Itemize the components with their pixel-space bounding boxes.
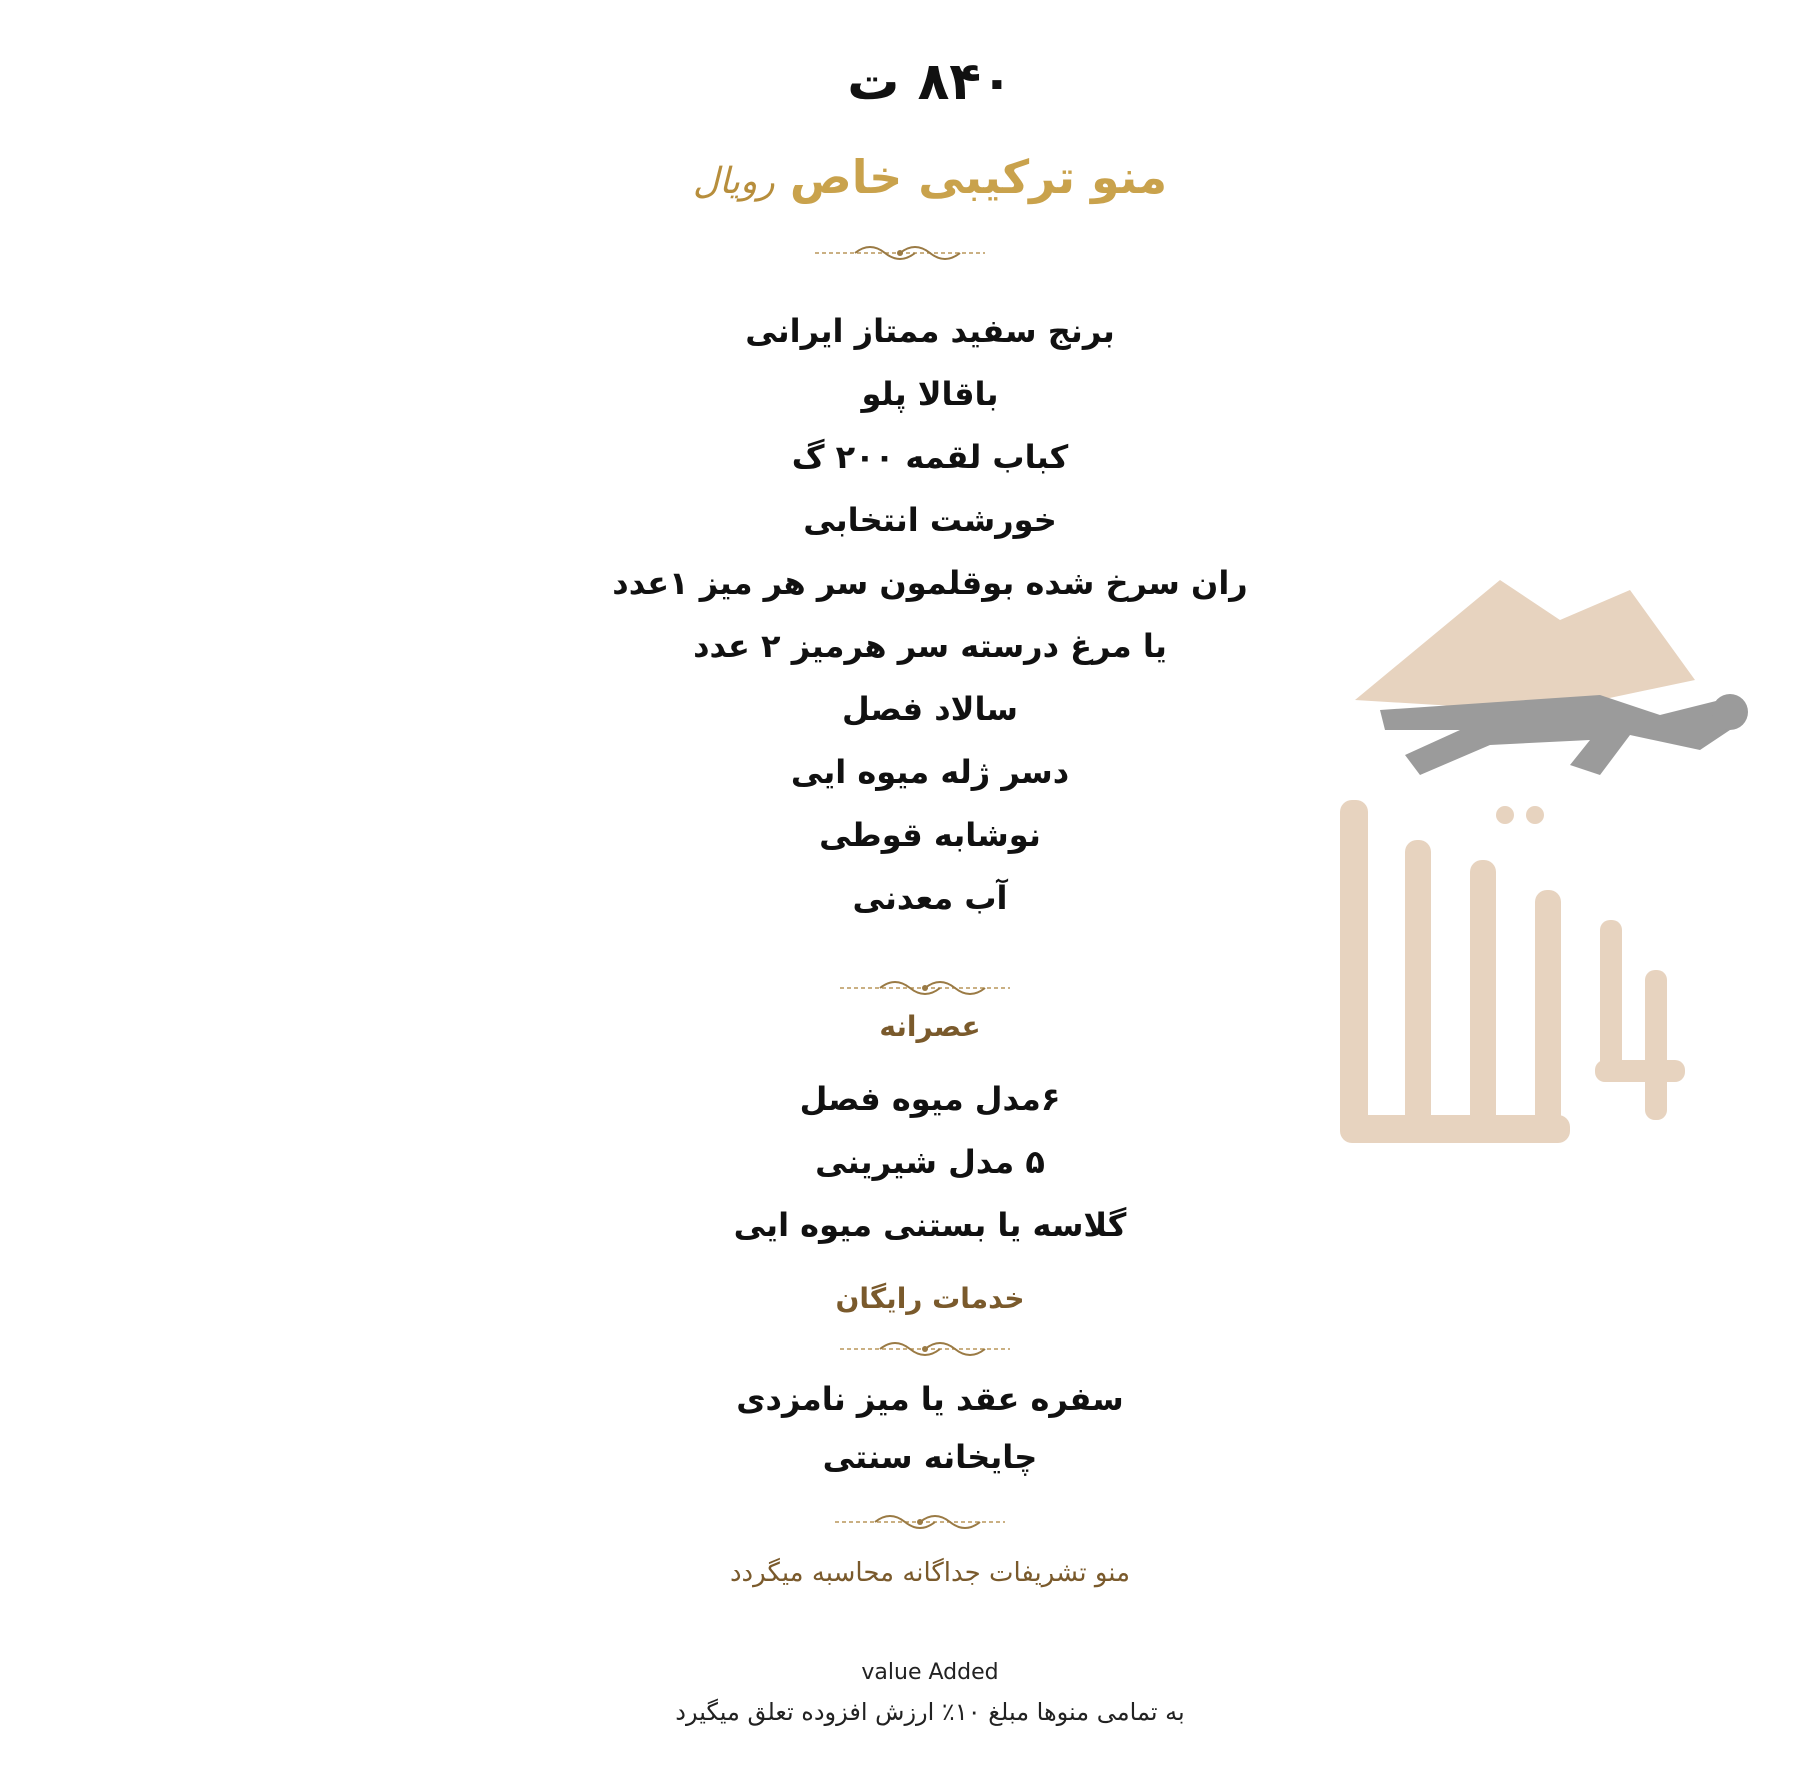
ornament-divider-icon bbox=[0, 238, 1805, 268]
menu-title-suffix: رویال bbox=[692, 161, 775, 202]
menu-item: دسر ژله میوه ایی bbox=[790, 753, 1070, 791]
menu-title-row bbox=[500, 150, 1360, 204]
menu-item: آب معدنی bbox=[852, 879, 1008, 917]
tallar-majlesi-royal-logo-icon bbox=[1300, 560, 1760, 1220]
free-service-item: سفره عقد یا میز نامزدی bbox=[736, 1380, 1124, 1418]
menu-item: سالاد فصل bbox=[842, 690, 1018, 728]
main-items-list bbox=[500, 300, 1360, 930]
free-services-title: خدمات رایگان bbox=[835, 1282, 1025, 1315]
afternoon-item: گلاسه یا بستنی میوه ایی bbox=[733, 1206, 1127, 1244]
free-services-list bbox=[500, 1370, 1360, 1486]
menu-item: ران سرخ شده بوقلمون سر هر میز ۱عدد bbox=[612, 564, 1248, 602]
afternoon-items-list bbox=[500, 1068, 1360, 1257]
menu-title: منو ترکیبی خاص bbox=[789, 150, 1168, 204]
vat-text: به تمامی منوها مبلغ ۱۰٪ ارزش افزوده تعلق میگیرد bbox=[675, 1698, 1185, 1726]
free-service-item: چایخانه سنتی bbox=[822, 1438, 1038, 1476]
menu-item: باقالا پلو bbox=[861, 375, 999, 413]
ornament-divider-icon bbox=[0, 1334, 1805, 1364]
vat-label: value Added bbox=[861, 1660, 999, 1685]
menu-item: نوشابه قوطی bbox=[819, 816, 1041, 854]
formalities-note: منو تشریفات جداگانه محاسبه میگردد bbox=[729, 1558, 1131, 1588]
afternoon-title: عصرانه bbox=[879, 1010, 981, 1043]
ornament-divider-icon bbox=[0, 1507, 1805, 1537]
menu-item: خورشت انتخابی bbox=[803, 501, 1057, 539]
menu-item: برنج سفید ممتاز ایرانی bbox=[745, 312, 1115, 350]
price-label: ۸۴۰ ت bbox=[847, 52, 1013, 112]
afternoon-item: ۶مدل میوه فصل bbox=[799, 1080, 1061, 1118]
menu-item: یا مرغ درسته سر هرمیز ۲ عدد bbox=[693, 627, 1167, 665]
afternoon-item: ۵ مدل شیرینی bbox=[815, 1143, 1045, 1181]
menu-item: کباب لقمه ۲۰۰ گ bbox=[791, 438, 1069, 476]
